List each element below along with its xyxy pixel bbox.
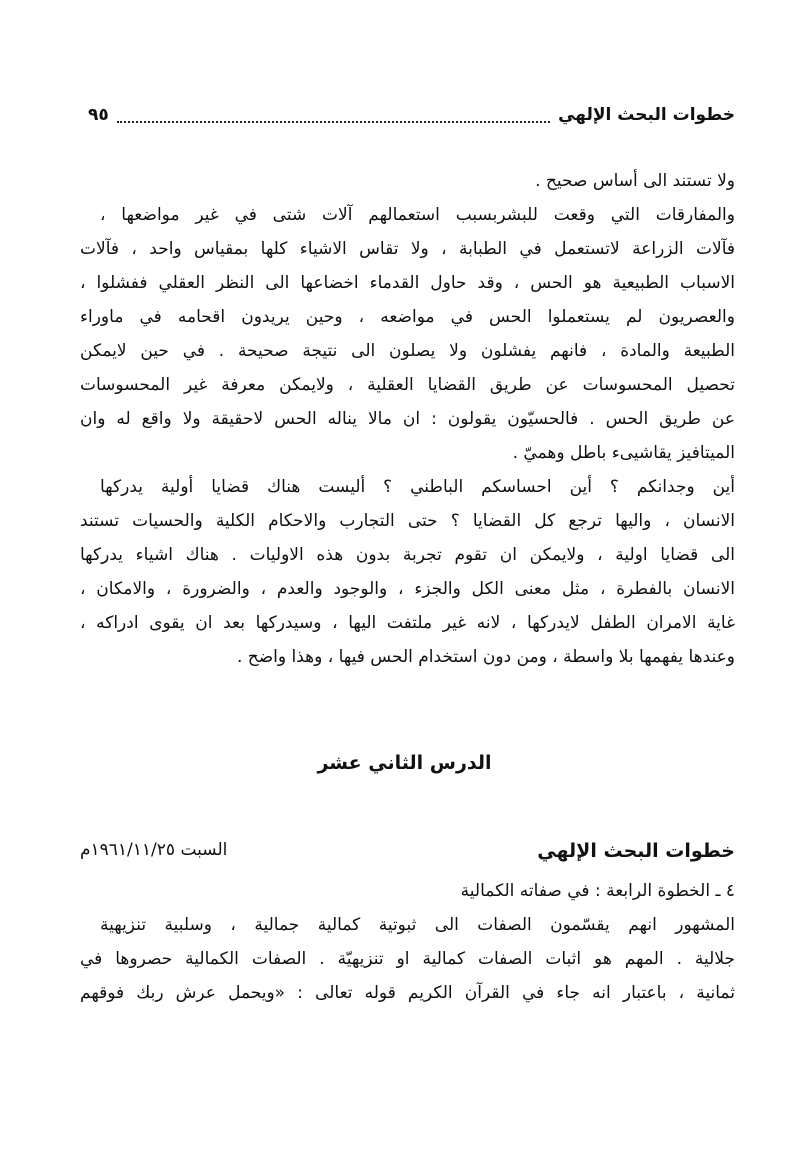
step-title: ٤ ـ الخطوة الرابعة : في صفاته الكمالية [460,881,735,901]
lesson-date: السبت ١٩٦١/١١/٢٥م [80,840,228,860]
text-line: الاسباب الطبيعية هو الحس ، وقد حاول القدماء اخضاعها الى النظر العقلي ففشلوا ، [80,273,735,293]
text-line: غاية الامران الطفل لايدركها ، لانه غير ملتفت اليها ، وسيدركها بعد ان يقوى ادراكه ، [80,613,735,633]
text-line: الانسان بالفطرة ، مثل معنى الكل والجزء ، والوجود والعدم ، والضرورة ، والامكان ، [80,579,735,599]
leader-dots [117,107,550,123]
lesson-subheader [80,840,735,862]
running-header-title: خطوات البحث الإلهي [558,105,735,125]
text-line: فآلات الزراعة لاتستعمل في الطبابة ، ولا تقاس الاشياء كلها بمقياس واحد ، فآلات [80,239,735,259]
text-line: وعندها يفهمها بلا واسطة ، ومن دون استخدام الحس فيها ، وهذا واضح . [236,647,735,667]
text-line: أين وجدانكم ؟ أين احساسكم الباطني ؟ أليست هناك قضايا أولية يدركها [100,477,735,497]
text-line: ثمانية ، باعتبار انه جاء في القرآن الكريم قوله تعالى : «ويحمل عرش ربك فوقهم [80,983,735,1003]
text-line: الميتافيز يقاشيىء باطل وهميّ . [512,443,735,463]
text-line: الى قضايا اولية ، ولايمكن ان تقوم تجربة بدون هذه الاوليات . هناك اشياء يدركها [80,545,735,565]
lesson-title: خطوات البحث الإلهي [537,840,735,862]
running-header [88,100,735,130]
text-line: والعصريون لم يستعملوا الحس في مواضعه ، وحين يريدون اقحامه في ماوراء [80,307,735,327]
page-number: ٩٥ [88,105,109,125]
text-line: الطبيعة والمادة ، فانهم يفشلون ولا يصلون الى نتيجة صحيحة . في حين لايمكن [80,341,735,361]
text-line: والمفارقات التي وقعت للبشربسبب استعمالهم آلات شتى في غير مواضعها ، [100,205,735,225]
text-line: جلالية . المهم هو اثبات الصفات كمالية او تنزيهيّة . الصفات الكمالية حصروها في [80,949,735,969]
text-line: تحصيل المحسوسات عن طريق القضايا العقلية ، ولايمكن معرفة غير المحسوسات [80,375,735,395]
lesson-heading: الدرس الثاني عشر [317,752,492,774]
text-line: الانسان ، واليها ترجع كل القضايا ؟ حتى التجارب والاحكام الكلية والحسيات تستند [80,511,735,531]
text-line: عن طريق الحس . فالحسيّون يقولون : ان مالا يناله الحس لاحقيقة ولا واقع له وان [80,409,735,429]
text-line: المشهور انهم يقسّمون الصفات الى ثبوتية كمالية جمالية ، وسلبية تنزيهية [100,915,735,935]
text-line: ولا تستند الى أساس صحيح . [535,171,735,191]
